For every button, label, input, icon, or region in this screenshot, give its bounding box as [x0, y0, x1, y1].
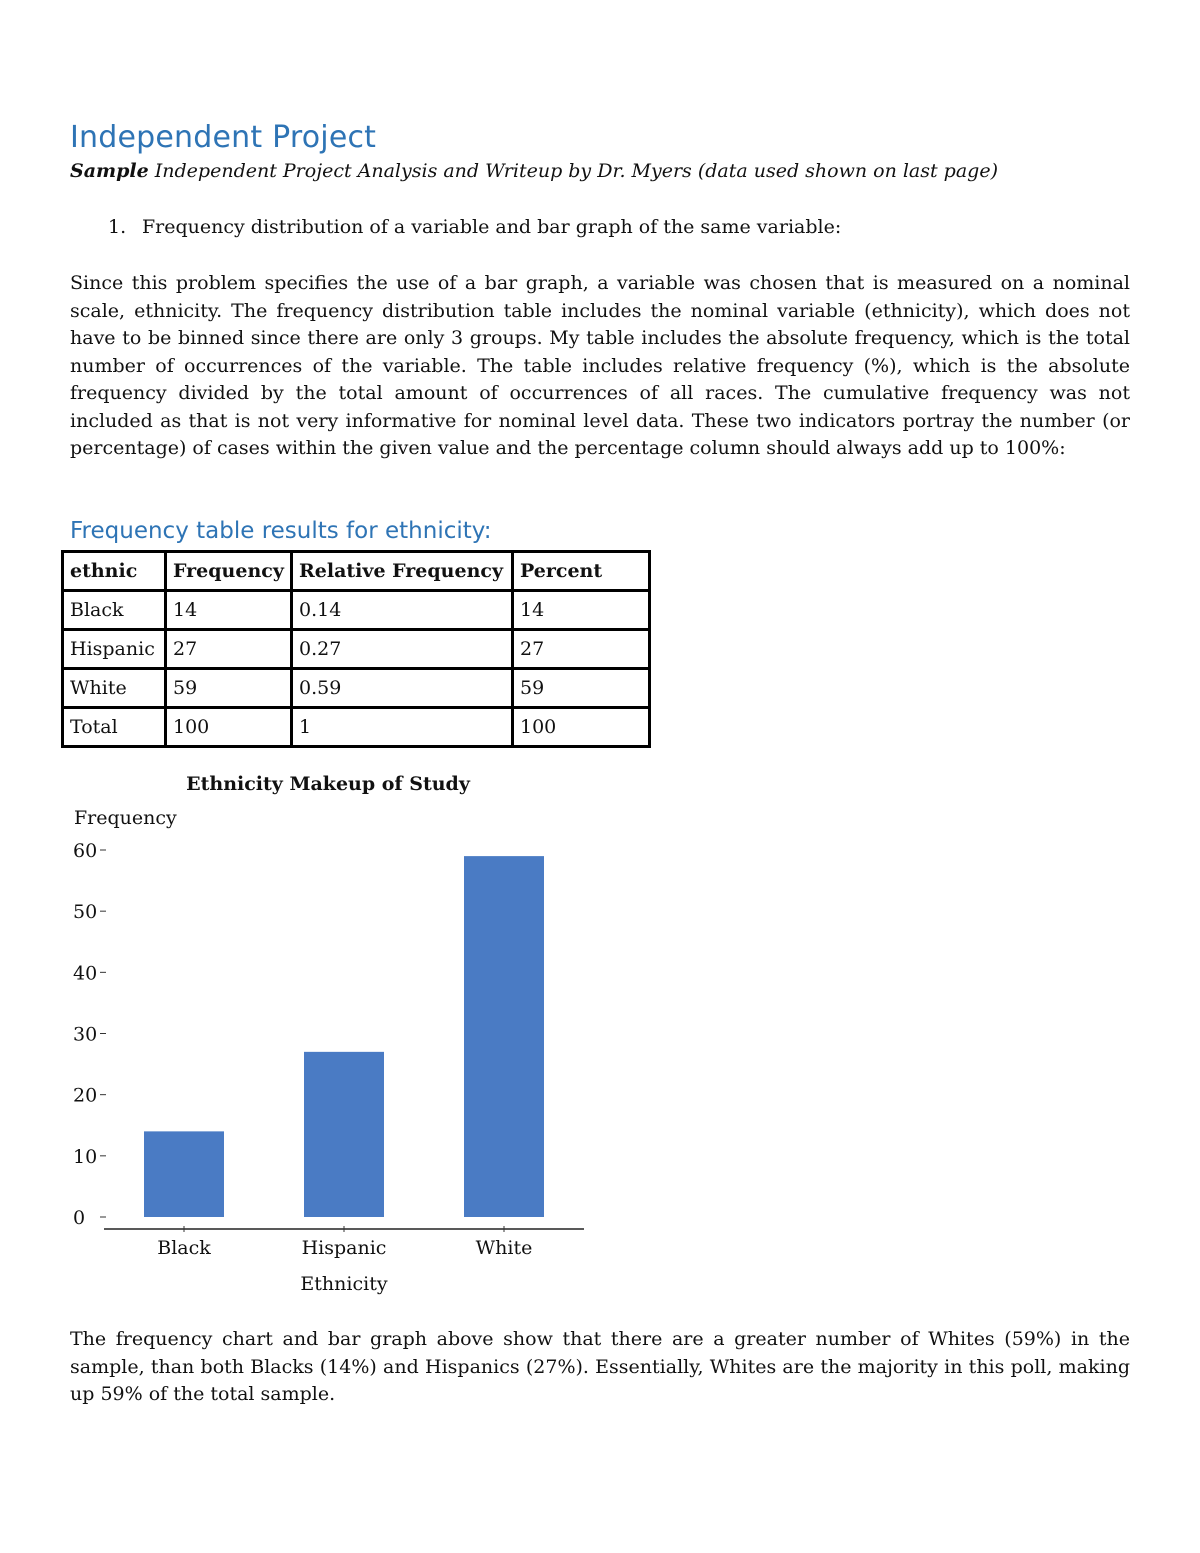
table-cell: 1	[292, 708, 513, 747]
bars-group	[144, 856, 544, 1217]
header-cell-relative-frequency: Relative Frequency	[292, 552, 513, 591]
frequency-table	[61, 550, 651, 748]
y-axis-ticks	[73, 840, 106, 1229]
table-cell: 0.59	[292, 669, 513, 708]
subtitle-bold: Sample	[70, 160, 149, 182]
y-tick-label: 50	[73, 901, 98, 924]
table-cell: 27	[513, 630, 650, 669]
list-item	[108, 216, 841, 238]
y-tick-label: 20	[73, 1084, 98, 1107]
y-tick-label: 40	[73, 962, 98, 985]
subtitle-rest: Independent Project Analysis and Writeup by Dr. Myers (data used shown on last page)	[148, 160, 998, 182]
table-row	[63, 708, 650, 747]
list-item-text: Frequency distribution of a variable and bar graph of the same variable:	[142, 216, 842, 238]
table-header-row	[63, 552, 650, 591]
page-title: Independent Project	[70, 120, 377, 155]
table-row	[63, 630, 650, 669]
y-tick-label: 0	[73, 1207, 86, 1229]
table-cell: 0.27	[292, 630, 513, 669]
chart-title: Ethnicity Makeup of Study	[186, 773, 470, 795]
x-tick-label: Hispanic	[301, 1237, 387, 1259]
table-cell: 59	[513, 669, 650, 708]
y-tick-label: 60	[73, 840, 98, 862]
y-tick-label: 10	[73, 1145, 98, 1168]
table-cell: 100	[513, 708, 650, 747]
table-cell: 59	[166, 669, 292, 708]
x-axis-tick-labels	[157, 1226, 532, 1259]
table-cell: White	[63, 669, 166, 708]
table-cell: 100	[166, 708, 292, 747]
chart-x-axis-label: Ethnicity	[300, 1273, 388, 1295]
table-cell: 0.14	[292, 591, 513, 630]
header-cell-percent: Percent	[513, 552, 650, 591]
x-tick-label: White	[475, 1237, 533, 1259]
y-tick-label: 30	[73, 1023, 98, 1046]
bar-white	[464, 856, 544, 1217]
subtitle	[70, 160, 998, 182]
paragraph-intro: Since this problem specifies the use of a bar graph, a variable was chosen that is measured on a nominal scale, ethnicity. The frequency distribution table includes the nominal variable (ethnicity), which does not have to be binned since there are only 3 groups. My table includes the absolute frequency, which is the total number of occurrences of the variable. The table includes relative frequency (%), which is the absolute frequency divided by the total amount of occurrences of all races. The cumulative frequency was not included as that is not very informative for nominal level data. These two indicators portray the number (or percentage) of cases within the given value and the percentage column should always add up to 100%:	[70, 272, 1130, 459]
list-item-number: 1.	[108, 216, 127, 238]
header-cell-ethnic: ethnic	[63, 552, 166, 591]
paragraph-conclusion: The frequency chart and bar graph above show that there are a greater number of Whites (59%) in the sample, than both Blacks (14%) and Hispanics (27%). Essentially, Whites are the majority in this poll, making up 59% of the total sample.	[70, 1328, 1130, 1405]
chart-y-axis-label: Frequency	[74, 807, 177, 829]
table-cell: Total	[63, 708, 166, 747]
table-cell: 14	[513, 591, 650, 630]
x-tick-label: Black	[157, 1237, 211, 1259]
header-cell-frequency: Frequency	[166, 552, 292, 591]
table-heading: Frequency table results for ethnicity:	[70, 518, 492, 544]
table-row	[63, 669, 650, 708]
bar-black	[144, 1131, 224, 1217]
bar-hispanic	[304, 1052, 384, 1217]
table-cell: 27	[166, 630, 292, 669]
table-cell: Black	[63, 591, 166, 630]
table-row	[63, 591, 650, 630]
table-cell: 14	[166, 591, 292, 630]
bar-chart	[0, 760, 640, 1310]
table-cell: Hispanic	[63, 630, 166, 669]
